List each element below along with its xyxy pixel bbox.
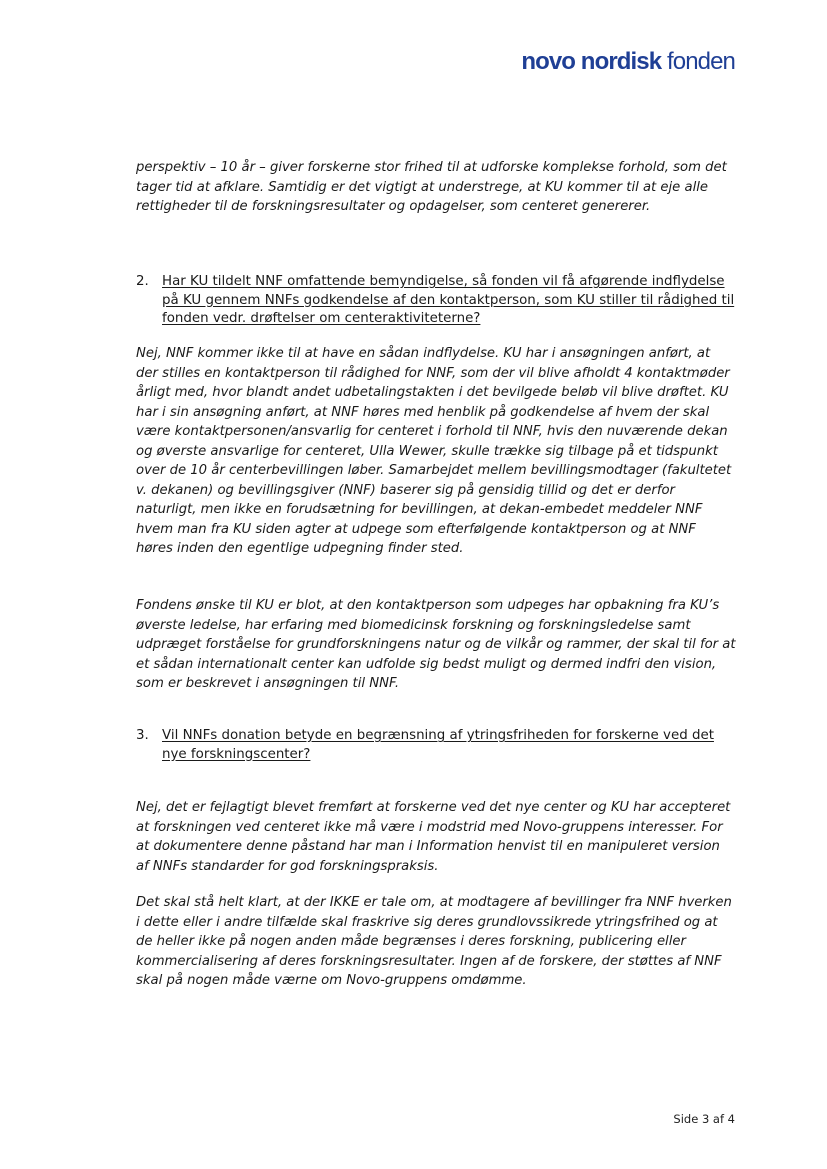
question-2-number: 2. <box>136 274 149 289</box>
paragraph-answer-2a: Nej, NNF kommer ikke til at have en sådan indflydelse. KU har i ansøgningen anført, at der stilles en kontaktperson til rådighed for NNF, som der vil blive afholdt 4 kontaktmøder årligt med, hvor blandt andet udbetalingstakten i det bevilgede beløb vil blive drøftet. KU har i sin ansøgning anført, at NNF høres med henblik på godkendelse af hvem der skal være kontaktpersonen/ansvarlig for centeret i forhold til NNF, hvis den nuværende dekan og øverste ansvarlige for centeret, Ulla Wewer, skulle trække sig tilbage på et tidspunkt over de 10 år centerbevillingen løber. Samarbejdet mellem bevillingsmodtager (fakultetet v. dekanen) og bevillingsgiver (NNF) baserer sig på gensidig tillid og det er derfor naturligt, men ikke en forudsætning for bevillingen, at dekan-embedet meddeler NNF hvem man fra KU siden agter at udpege som efterfølgende kontaktperson og at NNF høres inden den egentlige udpegning finder sted. <box>136 346 732 556</box>
paragraph-answer-2b: Fondens ønske til KU er blot, at den kontaktperson som udpeges har opbakning fra KU’s øverste ledelse, har erfaring med biomedicinsk forskning og forskningsledelse samt udpræget forståelse for grundforskningens natur og de vilkår og rammer, der skal til for at et sådan internationalt center kan udfolde sig bedst muligt og dermed indfri den vision, som er beskrevet i ansøgningen til NNF. <box>136 598 736 691</box>
question-2 <box>136 273 736 329</box>
question-3-number: 3. <box>136 728 149 743</box>
logo-part-novo-nordisk: novo nordisk <box>521 48 662 75</box>
paragraph-perspective: perspektiv – 10 år – giver forskerne stor frihed til at udforske komplekse forhold, som det tager tid at afklare. Samtidig er det vigtigt at understrege, at KU kommer til at eje alle rettigheder til de forskningsresultater og opdagelser, som centeret genererer. <box>136 160 727 214</box>
question-3 <box>136 727 736 764</box>
logo-part-fonden: fonden <box>666 48 735 75</box>
question-3-text: Vil NNFs donation betyde en begrænsning af ytringsfriheden for forskerne ved det nye forskningscenter? <box>162 728 714 762</box>
page-number: Side 3 af 4 <box>673 1112 735 1126</box>
question-2-text: Har KU tildelt NNF omfattende bemyndigelse, så fonden vil få afgørende indflydelse på KU gennem NNFs godkendelse af den kontaktperson, som KU stiller til rådighed til fonden vedr. drøftelser om centeraktiviteterne? <box>162 274 735 326</box>
paragraph-answer-3b: Det skal stå helt klart, at der IKKE er tale om, at modtagere af bevillinger fra NNF hverken i dette eller i andre tilfælde skal fraskrive sig deres grundlovssikrede ytringsfrihed og at de heller ikke på nogen anden måde begrænses i deres forskning, publicering eller kommercialisering af deres forskningsresultater. Ingen af de forskere, der støttes af NNF skal på nogen måde værne om Novo-gruppens omdømme. <box>136 895 732 988</box>
paragraph-answer-3a: Nej, det er fejlagtigt blevet fremført at forskerne ved det nye center og KU har accepteret at forskningen ved centeret ikke må være i modstrid med Novo-gruppens interesser. For at dokumentere denne påstand har man i Information henvist til en manipuleret version af NNFs standarder for god forskningspraksis. <box>136 800 731 874</box>
novo-nordisk-fonden-logo <box>520 50 735 74</box>
